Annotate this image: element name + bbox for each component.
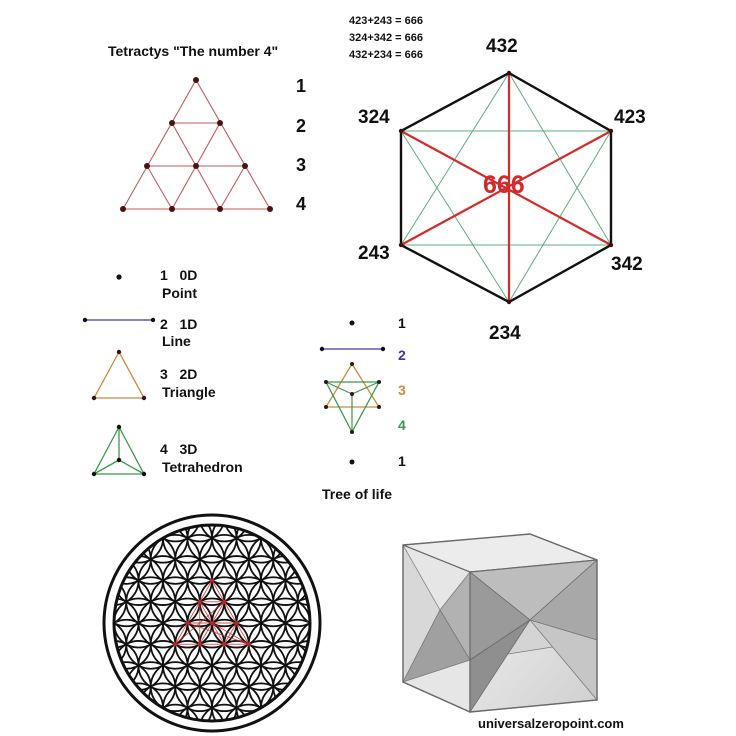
dimension-1-header: 1 0D: [160, 267, 198, 283]
tetractys-row-2: 2: [296, 116, 307, 136]
equation-1: 423+243 = 666: [349, 15, 424, 27]
dimension-4-header: 4 3D: [160, 441, 198, 457]
tree-of-life-caption: Tree of life: [322, 486, 393, 502]
tetractys-row-1: 1: [296, 76, 307, 96]
equation-2: 324+342 = 666: [349, 32, 424, 44]
dimension-4-name: Tetrahedron: [162, 459, 243, 475]
tree-number-3: 3: [398, 382, 406, 398]
hex-label-top-right: 423: [614, 107, 646, 128]
tree-number-2: 2: [398, 347, 406, 363]
tetractys-title: Tetractys "The number 4": [108, 43, 279, 59]
hex-center-label: 666: [483, 171, 525, 199]
dimension-3-name: Triangle: [162, 384, 216, 400]
equation-3: 432+234 = 666: [349, 49, 424, 61]
dimension-3-header: 3 2D: [160, 366, 198, 382]
hex-label-bottom-right: 342: [611, 254, 643, 275]
tree-number-1: 1: [398, 315, 406, 331]
tetractys-row-3: 3: [296, 155, 307, 175]
hex-label-bottom: 234: [489, 323, 521, 344]
dimension-1-name: Point: [162, 285, 197, 301]
tree-number-5: 1: [398, 453, 406, 469]
tetractys-row-4: 4: [296, 194, 307, 214]
dimension-2-header: 2 1D: [160, 316, 198, 332]
website-label: universalzeropoint.com: [478, 716, 624, 731]
hex-label-bottom-left: 243: [358, 243, 390, 264]
tree-number-4: 4: [398, 417, 406, 433]
hex-label-top-left: 324: [358, 107, 390, 128]
hex-label-top: 432: [486, 36, 518, 57]
dimension-2-name: Line: [162, 333, 191, 349]
